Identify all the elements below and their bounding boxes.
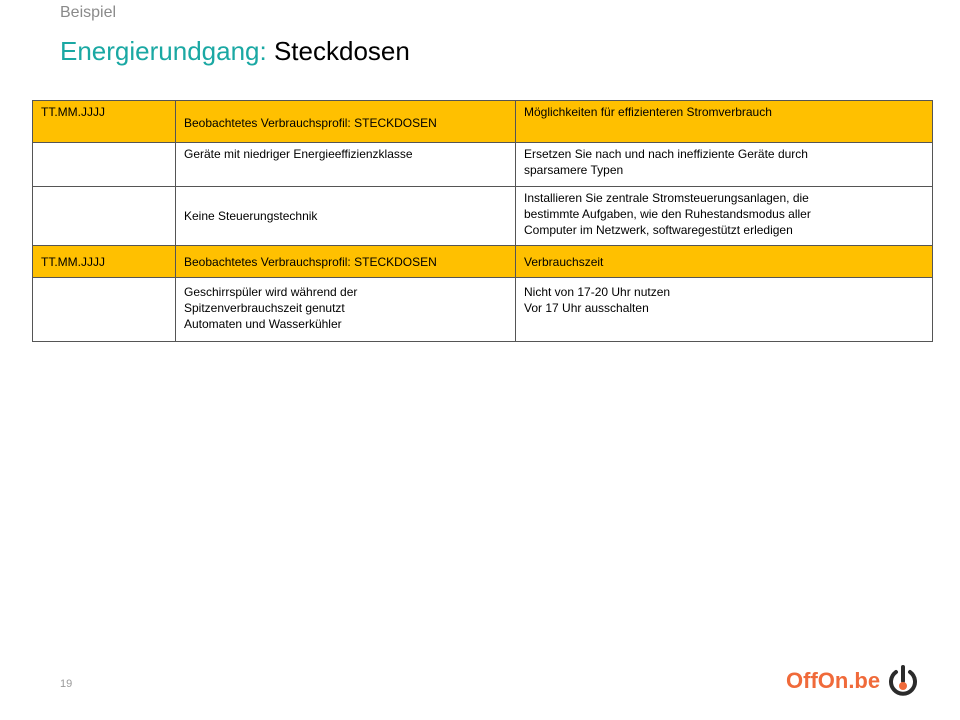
table-header-row (33, 246, 933, 278)
profile-line: Automaten und Wasserkühler (184, 317, 342, 331)
observation-table (32, 100, 933, 342)
offon-logo (786, 664, 920, 698)
profile-line: Spitzenverbrauchszeit genutzt (184, 301, 345, 315)
page-title-accent: Energierundgang: (60, 36, 267, 66)
profile-cell (176, 278, 516, 342)
action-cell (516, 278, 933, 342)
profile-cell: Beobachtetes Verbrauchsprofil: STECKDOSEN (176, 101, 516, 143)
action-cell (516, 143, 933, 187)
action-line: Computer im Netzwerk, softwaregestützt erledigen (524, 223, 793, 237)
action-line: bestimmte Aufgaben, wie den Ruhestandsmodus aller (524, 207, 811, 221)
action-cell: Möglichkeiten für effizienteren Stromverbrauch (516, 101, 933, 143)
action-cell: Verbrauchszeit (516, 246, 933, 278)
page-title (60, 36, 410, 67)
table-row (33, 143, 933, 187)
date-cell: TT.MM.JJJJ (33, 101, 176, 143)
table-row (33, 278, 933, 342)
profile-cell: Geräte mit niedriger Energieeffizienzklasse (176, 143, 516, 187)
action-line: Vor 17 Uhr ausschalten (524, 301, 649, 315)
page-number: 19 (60, 678, 73, 690)
section-kicker: Beispiel (60, 4, 117, 21)
profile-cell: Beobachtetes Verbrauchsprofil: STECKDOSEN (176, 246, 516, 278)
action-line: Ersetzen Sie nach und nach ineffiziente Geräte durch (524, 147, 808, 161)
action-line: sparsamere Typen (524, 163, 624, 177)
profile-cell: Keine Steuerungstechnik (176, 187, 516, 246)
date-cell (33, 187, 176, 246)
table-header-row (33, 101, 933, 143)
logo-text: OffOn.be (786, 668, 881, 693)
page-title-rest: Steckdosen (273, 36, 410, 66)
profile-line: Geschirrspüler wird während der (184, 285, 358, 299)
action-cell (516, 187, 933, 246)
date-cell (33, 278, 176, 342)
action-line: Installieren Sie zentrale Stromsteuerungsanlagen, die (524, 191, 809, 205)
date-cell: TT.MM.JJJJ (33, 246, 176, 278)
action-line: Nicht von 17-20 Uhr nutzen (524, 285, 671, 299)
power-icon (886, 664, 920, 698)
date-cell (33, 143, 176, 187)
table-row (33, 187, 933, 246)
